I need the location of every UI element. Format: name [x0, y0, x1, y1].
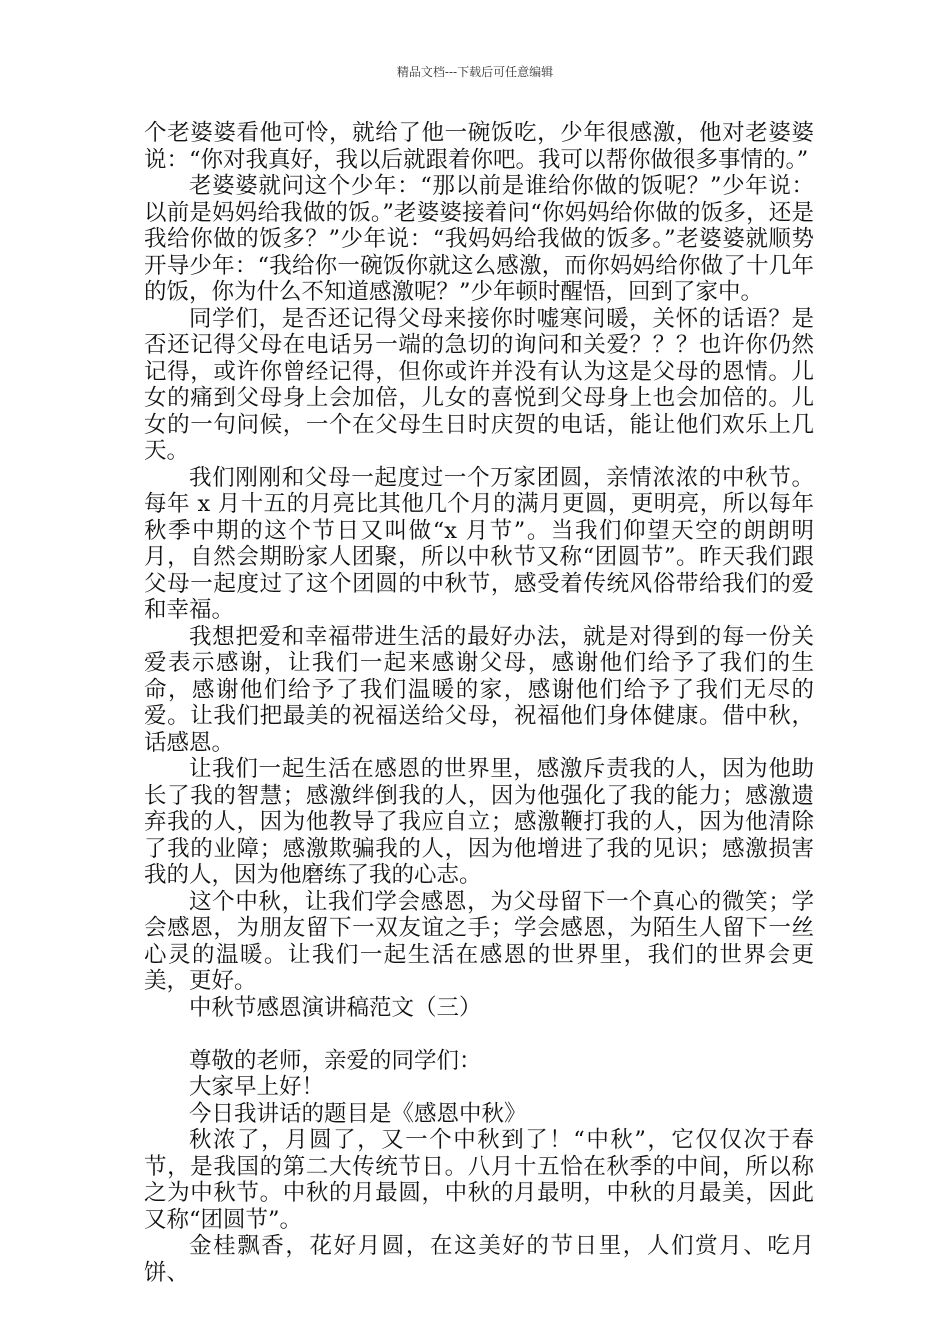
blank-line	[144, 1021, 814, 1048]
paragraph-5: 我想把爱和幸福带进生活的最好办法，就是对得到的每一份关爱表示感谢，让我们一起来感谢父母，感谢他们给予了我们的生命，感谢他们给予了我们温暖的家，感谢他们给予了我们无尽的爱。让我们把最美的祝福送给父母，祝福他们身体健康。借中秋，话感恩。	[144, 623, 814, 756]
paragraph-2: 老婆婆就问这个少年：“那以前是谁给你做的饭呢？”少年说：以前是妈妈给我做的饭。”老婆婆接着问“你妈妈给你做的饭多，还是我给你做的饭多？”少年说：“我妈妈给我做的饭多。”老婆婆就顺势开导少年：“我给你一碗饭你就这么感激，而你妈妈给你做了十几年的饭，你为什么不知道感激呢？”少年顿时醒悟，回到了家中。	[144, 173, 814, 305]
speech-topic: 今日我讲话的题目是《感恩中秋》	[189, 1100, 527, 1127]
document-body	[144, 120, 814, 1286]
section-heading: 中秋节感恩演讲稿范文（三）	[189, 994, 482, 1021]
paragraph-8: 秋浓了，月圆了，又一个中秋到了！“中秋”，它仅仅次于春节，是我国的第二大传统节日。八月十五恰在秋季的中间，所以称之为中秋节。中秋的月最圆，中秋的月最明，中秋的月最美，因此又称“团圆节”。	[144, 1127, 814, 1233]
paragraph-4: 我们刚刚和父母一起度过一个万家团圆，亲情浓浓的中秋节。每年 x 月十五的月亮比其他几个月的满月更圆，更明亮，所以每年秋季中期的这个节日又叫做“x 月节”。当我们仰望天空的朗朗明月，自然会期盼家人团聚，所以中秋节又称“团圆节”。昨天我们跟父母一起度过了这个团圆的中秋节，感受着传统风俗带给我们的爱和幸福。	[144, 464, 814, 623]
paragraph-9: 金桂飘香，花好月圆，在这美好的节日里，人们赏月、吃月饼、	[144, 1233, 814, 1286]
paragraph-3: 同学们，是否还记得父母来接你时嘘寒问暖，关怀的话语？是否还记得父母在电话另一端的急切的询问和关爱？？？也许你仍然记得，或许你曾经记得，但你或许并没有认为这是父母的恩情。儿女的痛到父母身上会加倍，儿女的喜悦到父母身上也会加倍的。儿女的一句问候，一个在父母生日时庆贺的电话，能让他们欢乐上几天。	[144, 305, 814, 464]
page-header: 精品文档---下载后可任意编辑	[396, 65, 554, 79]
greeting: 大家早上好！	[189, 1074, 325, 1100]
paragraph-1: 个老婆婆看他可怜，就给了他一碗饭吃，少年很感激，他对老婆婆说：“你对我真好，我以后就跟着你吧。我可以帮你做很多事情的。”	[144, 120, 814, 173]
paragraph-6: 让我们一起生活在感恩的世界里，感激斥责我的人，因为他助长了我的智慧；感激绊倒我的人，因为他强化了我的能力；感激遗弃我的人，因为他教导了我应自立；感激鞭打我的人，因为他清除了我的业障；感激欺骗我的人，因为他增进了我的见识；感激损害我的人，因为他磨练了我的心志。	[144, 756, 814, 888]
paragraph-7: 这个中秋，让我们学会感恩，为父母留下一个真心的微笑；学会感恩，为朋友留下一双友谊之手；学会感恩，为陌生人留下一丝心灵的温暖。让我们一起生活在感恩的世界里，我们的世界会更美，更好。	[144, 888, 814, 994]
salutation: 尊敬的老师，亲爱的同学们：	[189, 1047, 482, 1074]
